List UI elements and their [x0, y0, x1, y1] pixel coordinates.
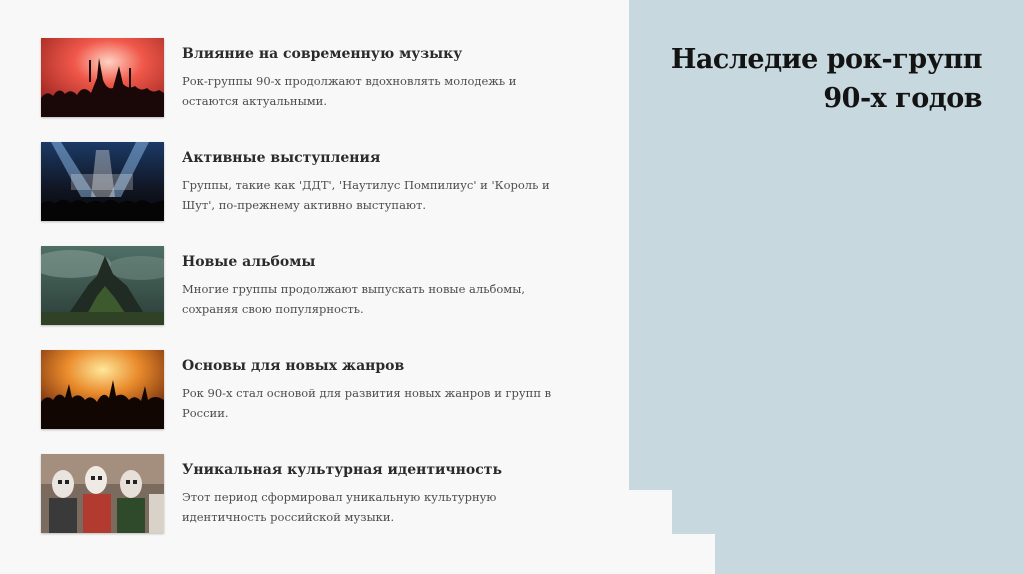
item-text: Рок-группы 90-х продолжают вдохновлять молодежь и остаются актуальными.: [182, 74, 517, 108]
item-heading: Влияние на современную музыку: [182, 46, 463, 62]
list-item-new-albums: [41, 246, 581, 326]
list-item-cultural-identity: [41, 454, 581, 534]
decorative-panel-step: [672, 490, 1024, 534]
list-item-performances: [41, 142, 581, 222]
item-heading: Активные выступления: [182, 150, 381, 166]
slide-title-line-1: Наследие рок-групп: [670, 44, 982, 75]
list-item-influence: [41, 38, 581, 118]
slide-title-line-2: 90-х годов: [823, 83, 982, 114]
concert-crowd-red-image: [41, 38, 164, 117]
mountain-landscape-image: [41, 246, 164, 325]
item-text: Этот период сформировал уникальную культурную идентичность российской музыки.: [182, 490, 497, 524]
slide-title: [671, 40, 982, 118]
item-heading: Новые альбомы: [182, 254, 316, 270]
item-heading: Уникальная культурная идентичность: [182, 462, 502, 478]
decorative-panel-step: [715, 534, 1024, 574]
item-text: Рок 90-х стал основой для развития новых жанров и групп в России.: [182, 386, 552, 420]
item-heading: Основы для новых жанров: [182, 358, 405, 374]
masked-performers-image: [41, 454, 164, 533]
item-text: Многие группы продолжают выпускать новые альбомы, сохраняя свою популярность.: [182, 282, 526, 316]
concert-crowd-orange-image: [41, 350, 164, 429]
list-item-new-genres: [41, 350, 581, 430]
item-text: Группы, такие как 'ДДТ', 'Наутилус Помпилиус' и 'Король и Шут', по-прежнему активно выступают.: [182, 178, 550, 212]
stage-lights-image: [41, 142, 164, 221]
